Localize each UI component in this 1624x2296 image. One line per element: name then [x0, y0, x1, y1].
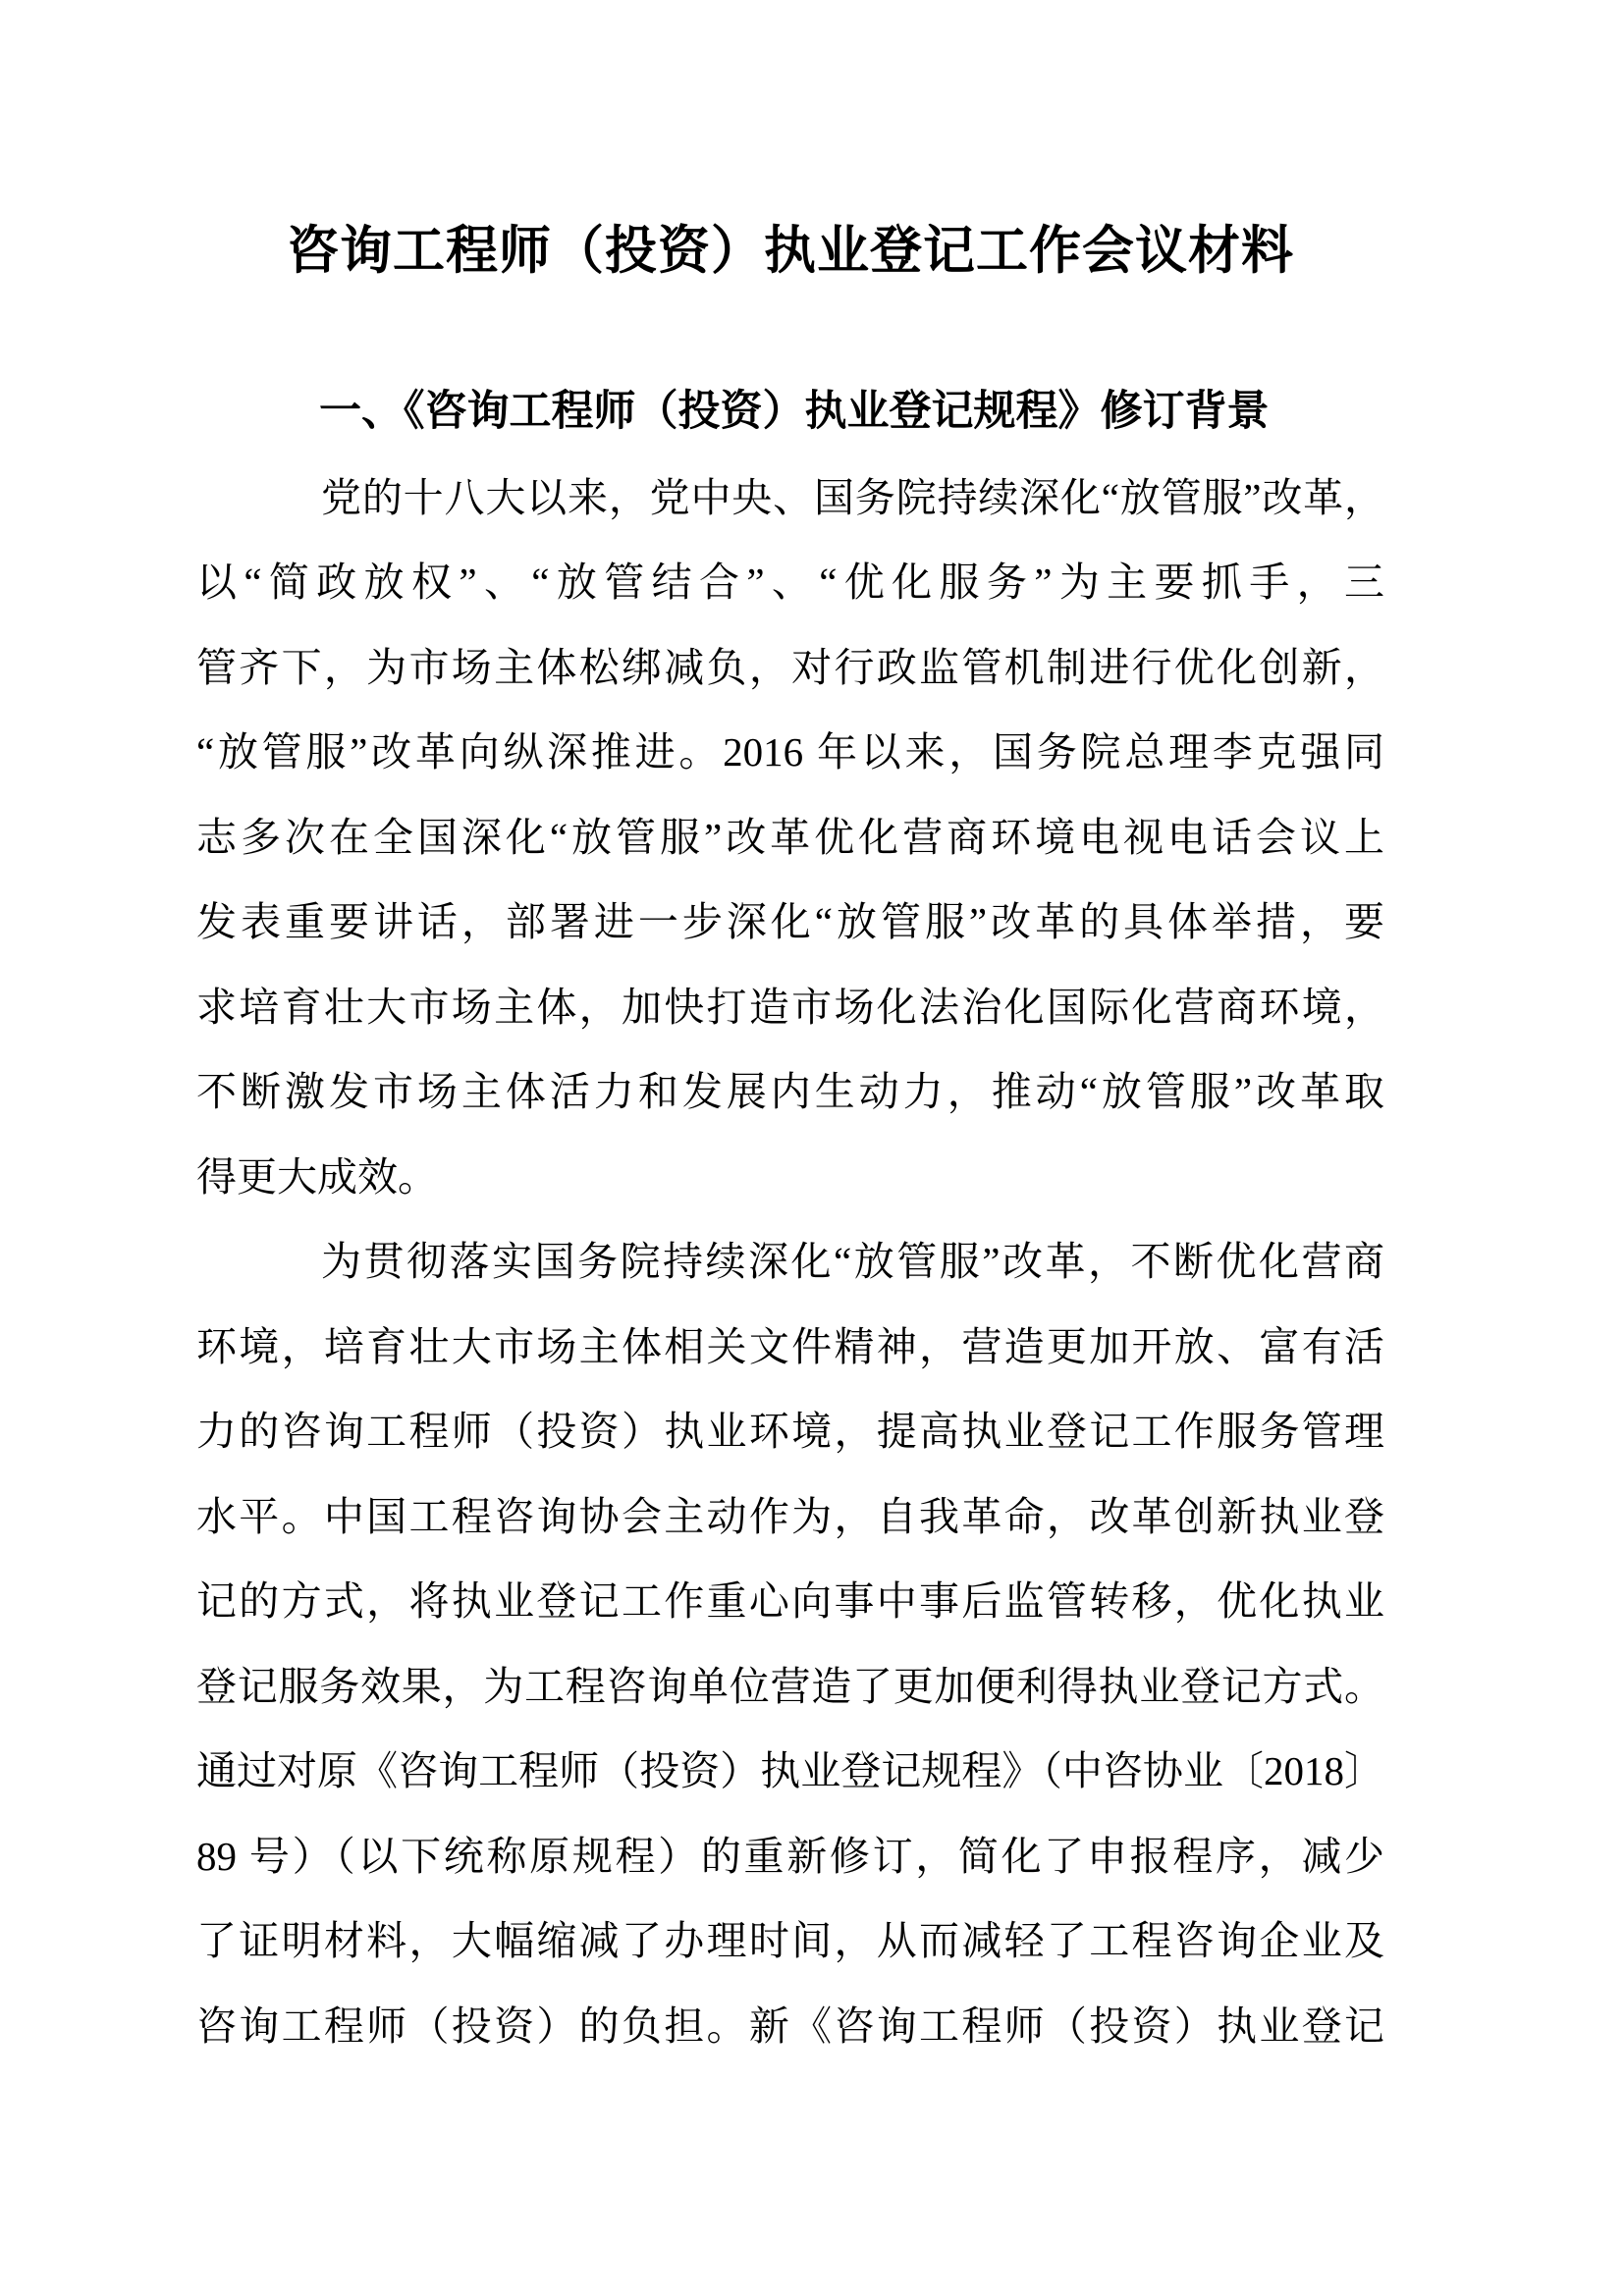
paragraph-2 — [196, 1219, 1384, 2068]
paragraph-1 — [196, 455, 1384, 1220]
document-title: 咨询工程师（投资）执业登记工作会议材料 — [287, 223, 1294, 280]
text-line: 发表重要讲话，部署进一步深化“放管服”改革的具体举措，要 — [196, 899, 1384, 944]
section-heading: 一、《咨询工程师（投资）执业登记规程》修订背景 — [319, 389, 1270, 435]
text-line: 水平。中国工程咨询协会主动作为，自我革命，改革创新执业登 — [196, 1493, 1384, 1539]
text-line: 咨询工程师（投资）的负担。新《咨询工程师（投资）执业登记 — [196, 2002, 1384, 2049]
text-line: 管齐下，为市场主体松绑减负，对行政监管机制进行优化创新， — [196, 644, 1384, 690]
text-line: 89 号）（以下统称原规程）的重新修订，简化了申报程序，减少 — [196, 1833, 1384, 1879]
text-line: 登记服务效果，为工程咨询单位营造了更加便利得执业登记方式。 — [196, 1663, 1384, 1709]
text-line: 记的方式，将执业登记工作重心向事中事后监管转移，优化执业 — [196, 1578, 1384, 1624]
text-line: 得更大成效。 — [196, 1153, 438, 1200]
text-line: 环境，培育壮大市场主体相关文件精神，营造更加开放、富有活 — [196, 1323, 1384, 1369]
text-line: 求培育壮大市场主体，加快打造市场化法治化国际化营商环境， — [196, 984, 1384, 1030]
text-line: 不断激发市场主体活力和发展内生动力，推动“放管服”改革取 — [196, 1069, 1384, 1114]
text-line: 以“简政放权”、“放管结合”、“优化服务”为主要抓手，三 — [196, 560, 1384, 605]
text-line: 了证明材料，大幅缩减了办理时间，从而减轻了工程咨询企业及 — [196, 1918, 1384, 1963]
document-body — [196, 370, 1384, 2068]
text-line: 力的咨询工程师（投资）执业环境，提高执业登记工作服务管理 — [196, 1409, 1384, 1454]
text-line: “放管服”改革向纵深推进。2016 年以来，国务院总理李克强同 — [196, 729, 1384, 774]
text-line: 党的十八大以来，党中央、国务院持续深化“放管服”改革， — [321, 474, 1384, 520]
text-line: 为贯彻落实国务院持续深化“放管服”改革，不断优化营商 — [321, 1239, 1384, 1284]
text-line: 通过对原《咨询工程师（投资）执业登记规程》（中咨协业〔2018〕 — [196, 1748, 1384, 1793]
text-line: 志多次在全国深化“放管服”改革优化营商环境电视电话会议上 — [196, 814, 1384, 860]
